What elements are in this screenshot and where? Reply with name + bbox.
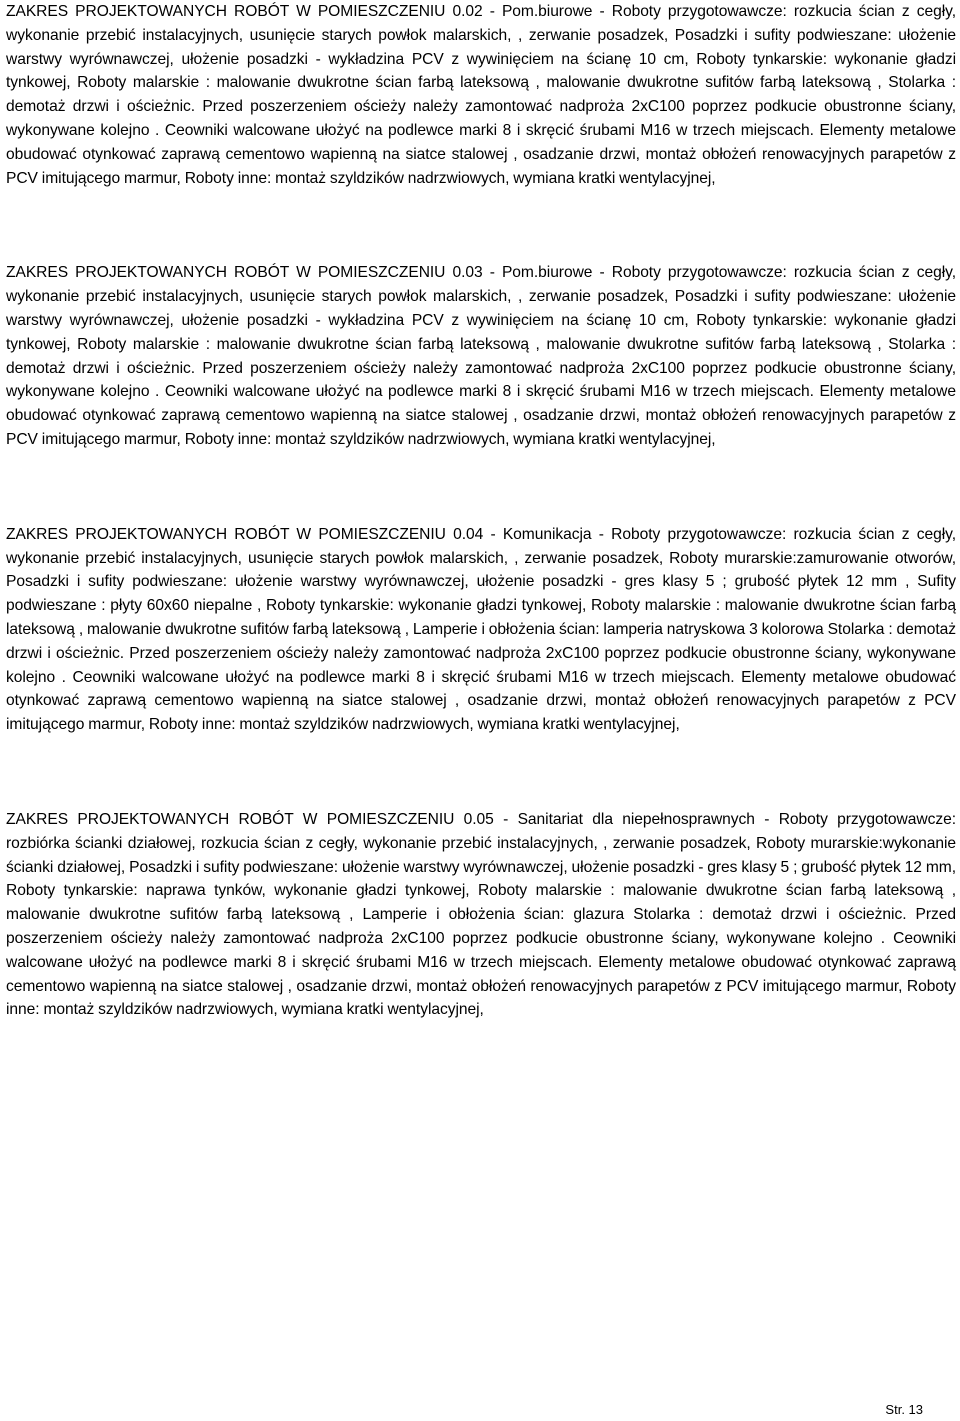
room-scope-section-0-03: ZAKRES PROJEKTOWANYCH ROBÓT W POMIESZCZENIU 0.03 - Pom.biurowe - Roboty przygotowawcze: rozkucia ścian z cegły, wykonanie przebić instalacyjnych, usunięcie starych powłok malarskich, , zerwanie posadzek, Posadzki i sufity podwieszane: ułożenie warstwy wyrównawczej, ułożenie posadzki - wykładzina PCV z wywinięciem na ścianę 10 cm, Roboty tynkarskie: wykonanie gładzi tynkowej, Roboty malarskie : malowanie dwukrotne ścian farbą lateksową , malowanie dwukrotne sufitów farbą lateksową , Stolarka : demotaż drzwi i ościeżnic. Przed poszerzeniem ościeży należy zamontować nadproża 2xC100 poprzez podkucie obustronne ściany, wykonywane kolejno . Ceowniki walcowane ułożyć na podlewce marki 8 i skręcić śrubami M16 w trzech miejscach. Elementy metalowe obudować otynkować zaprawą cementowo wapienną na siatce stalowej , osadzanie drzwi, montaż obłożeń renowacyjnych parapetów z PCV imitującego marmur, Roboty inne: montaż szyldzików nadrzwiowych, wymiana kratki wentylacyjnej, — [6, 264, 956, 448]
room-scope-section-0-02: ZAKRES PROJEKTOWANYCH ROBÓT W POMIESZCZENIU 0.02 - Pom.biurowe - Roboty przygotowawcze: rozkucia ścian z cegły, wykonanie przebić instalacyjnych, usunięcie starych powłok malarskich, , zerwanie posadzek, Posadzki i sufity podwieszane: ułożenie warstwy wyrównawczej, ułożenie posadzki - wykładzina PCV z wywinięciem na ścianę 10 cm, Roboty tynkarskie: wykonanie gładzi tynkowej, Roboty malarskie : malowanie dwukrotne ścian farbą lateksową , malowanie dwukrotne sufitów farbą lateksową , Stolarka : demotaż drzwi i ościeżnic. Przed poszerzeniem ościeży należy zamontować nadproża 2xC100 poprzez podkucie obustronne ściany, wykonywane kolejno . Ceowniki walcowane ułożyć na podlewce marki 8 i skręcić śrubami M16 w trzech miejscach. Elementy metalowe obudować otynkować zaprawą cementowo wapienną na siatce stalowej , osadzanie drzwi, montaż obłożeń renowacyjnych parapetów z PCV imitującego marmur, Roboty inne: montaż szyldzików nadrzwiowych, wymiana kratki wentylacyjnej, — [6, 3, 956, 187]
document-page — [6, 0, 956, 1022]
room-scope-section-0-04: ZAKRES PROJEKTOWANYCH ROBÓT W POMIESZCZENIU 0.04 - Komunikacja - Roboty przygotowawcze: rozkucia ścian z cegły, wykonanie przebić instalacyjnych, usunięcie starych powłok malarskich, , zerwanie posadzek, Roboty murarskie:zamurowanie otworów, Posadzki i sufity podwieszane: ułożenie warstwy wyrównawczej, ułożenie posadzki - gres klasy 5 ; grubość płytek 12 mm , Sufity podwieszane : płyty 60x60 niepalne , Roboty tynkarskie: wykonanie gładzi tynkowej, Roboty malarskie : malowanie dwukrotne ścian farbą lateksową , malowanie dwukrotne sufitów farbą lateksową , Lamperie i obłożenia ścian: lamperia natryskowa 3 kolorowa Stolarka : demotaż drzwi i ościeżnic. Przed poszerzeniem ościeży należy zamontować nadproża 2xC100 poprzez podkucie obustronne ściany, wykonywane kolejno . Ceowniki walcowane ułożyć na podlewce marki 8 i skręcić śrubami M16 w trzech miejscach. Elementy metalowe obudować otynkować zaprawą cementowo wapienną na siatce stalowej , osadzanie drzwi, montaż obłożeń renowacyjnych parapetów z PCV imitującego marmur, Roboty inne: montaż szyldzików nadrzwiowych, wymiana kratki wentylacyjnej, — [6, 525, 956, 734]
page-number: Str. 13 — [885, 1402, 923, 1417]
room-scope-section-0-05: ZAKRES PROJEKTOWANYCH ROBÓT W POMIESZCZENIU 0.05 - Sanitariat dla niepełnosprawnych - Roboty przygotowawcze: rozbiórka ścianki działowej, rozkucia ścian z cegły, wykonanie przebić instalacyjnych, , zerwanie posadzek, Roboty murarskie:wykonanie ścianki działowej, Posadzki i sufity podwieszane: ułożenie warstwy wyrównawczej, ułożenie posadzki - gres klasy 5 ; grubość płytek 12 mm, Roboty tynkarskie: naprawa tynków, wykonanie gładzi tynkowej, Roboty malarskie : malowanie dwukrotne ścian farbą lateksową , malowanie dwukrotne sufitów farbą lateksową , Lamperie i obłożenia ścian: glazura Stolarka : demotaż drzwi i ościeżnic. Przed poszerzeniem ościeży należy zamontować nadproża 2xC100 poprzez podkucie obustronne ściany, wykonywane kolejno . Ceowniki walcowane ułożyć na podlewce marki 8 i skręcić śrubami M16 w trzech miejscach. Elementy metalowe obudować otynkować zaprawą cementowo wapienną na siatce stalowej , osadzanie drzwi, montaż obłożeń renowacyjnych parapetów z PCV imitującego marmur, Roboty inne: montaż szyldzików nadrzwiowych, wymiana kratki wentylacyjnej, — [6, 810, 956, 1019]
